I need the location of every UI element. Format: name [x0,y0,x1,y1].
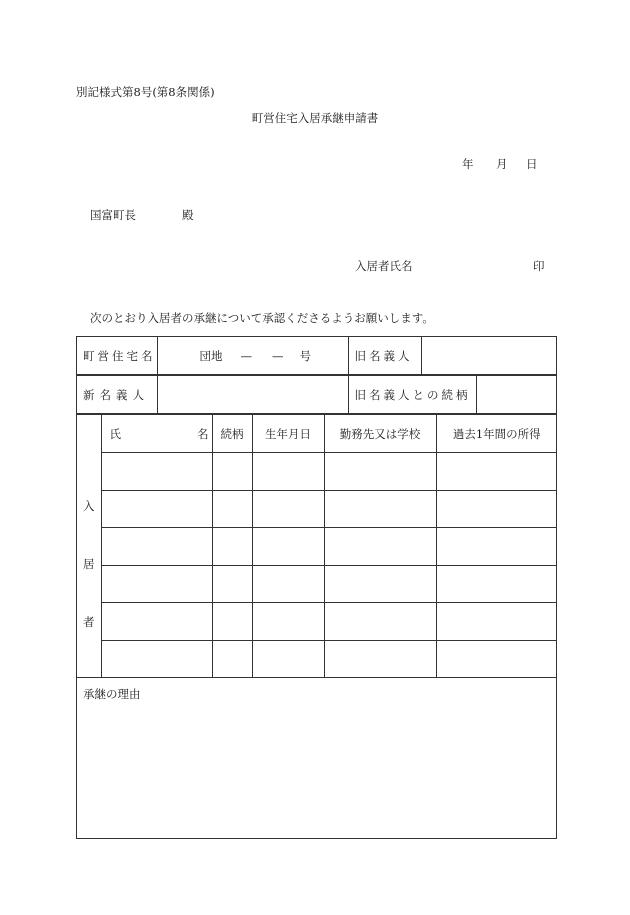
addressee-name: 国富町長 [90,208,136,222]
table-row [77,640,557,677]
resident-workplace-cell[interactable] [324,490,436,528]
residents-side-label [77,415,101,677]
resident-workplace-cell[interactable] [324,528,436,566]
resident-relation-cell[interactable] [212,640,252,677]
seal-mark: 印 [533,259,545,273]
resident-income-cell[interactable] [436,453,557,491]
col-birth-header: 生年月日 [252,415,324,453]
application-table [76,336,557,839]
resident-workplace-cell[interactable] [324,565,436,603]
date-line [462,156,538,172]
resident-workplace-cell[interactable] [324,453,436,491]
resident-relation-cell[interactable] [212,603,252,641]
table-row [77,565,557,603]
resident-name-cell[interactable] [101,640,212,677]
resident-workplace-cell[interactable] [324,640,436,677]
resident-name-cell[interactable] [101,528,212,566]
request-text: 次のとおり入居者の承継について承認くださるようお願いします。 [90,311,434,325]
resident-income-cell[interactable] [436,528,557,566]
document-title: 町営住宅入居承継申請書 [251,111,379,125]
housing-name-label: 町営住宅名 [77,337,157,375]
side-char-2: 居 [83,556,95,571]
relation-to-old-holder-field[interactable] [476,376,557,414]
resident-birth-cell[interactable] [252,490,324,528]
addressee-honorific: 殿 [182,208,194,222]
resident-relation-cell[interactable] [212,565,252,603]
danchi-label: 団地 [199,348,223,363]
col-workplace-header: 勤務先又は学校 [324,415,436,453]
resident-birth-cell[interactable] [252,603,324,641]
resident-birth-cell[interactable] [252,640,324,677]
applicant-name-label: 入居者氏名 [355,259,413,273]
residents-table [77,415,557,677]
resident-birth-cell[interactable] [252,453,324,491]
year-label: 年 [462,157,474,171]
table-row [77,453,557,491]
dash-1: — [240,348,252,363]
resident-income-cell[interactable] [436,490,557,528]
reason-label: 承継の理由 [83,687,141,701]
new-holder-label: 新名義人 [77,376,157,414]
resident-name-cell[interactable] [101,603,212,641]
table-row [77,490,557,528]
col-name-left: 氏 [109,426,121,441]
table-row [77,603,557,641]
resident-birth-cell[interactable] [252,528,324,566]
col-income-header: 過去1年間の所得 [436,415,557,453]
addressee [90,207,194,223]
month-label: 月 [496,157,508,171]
dash-2: — [272,348,284,363]
day-label: 日 [526,157,538,171]
resident-birth-cell[interactable] [252,565,324,603]
resident-income-cell[interactable] [436,565,557,603]
housing-name-field[interactable] [157,337,348,375]
reason-field[interactable] [77,678,557,839]
gou-label: 号 [299,348,311,363]
col-relation-header: 続柄 [212,415,252,453]
old-holder-field[interactable] [421,337,557,375]
new-holder-row [77,376,557,414]
col-name-right: 名 [197,426,209,441]
side-char-3: 者 [83,614,95,629]
relation-to-old-holder-label: 旧名義人との続柄 [348,376,476,414]
old-holder-label: 旧名義人 [348,337,421,375]
resident-relation-cell[interactable] [212,490,252,528]
housing-row [77,337,557,375]
side-char-1: 入 [83,498,95,513]
resident-relation-cell[interactable] [212,528,252,566]
resident-name-cell[interactable] [101,565,212,603]
table-row [77,528,557,566]
resident-name-cell[interactable] [101,490,212,528]
resident-income-cell[interactable] [436,640,557,677]
form-reference: 別記様式第8号(第8条関係) [76,85,215,99]
resident-name-cell[interactable] [101,453,212,491]
resident-income-cell[interactable] [436,603,557,641]
resident-workplace-cell[interactable] [324,603,436,641]
new-holder-field[interactable] [157,376,348,414]
resident-relation-cell[interactable] [212,453,252,491]
col-name-header [101,415,212,453]
